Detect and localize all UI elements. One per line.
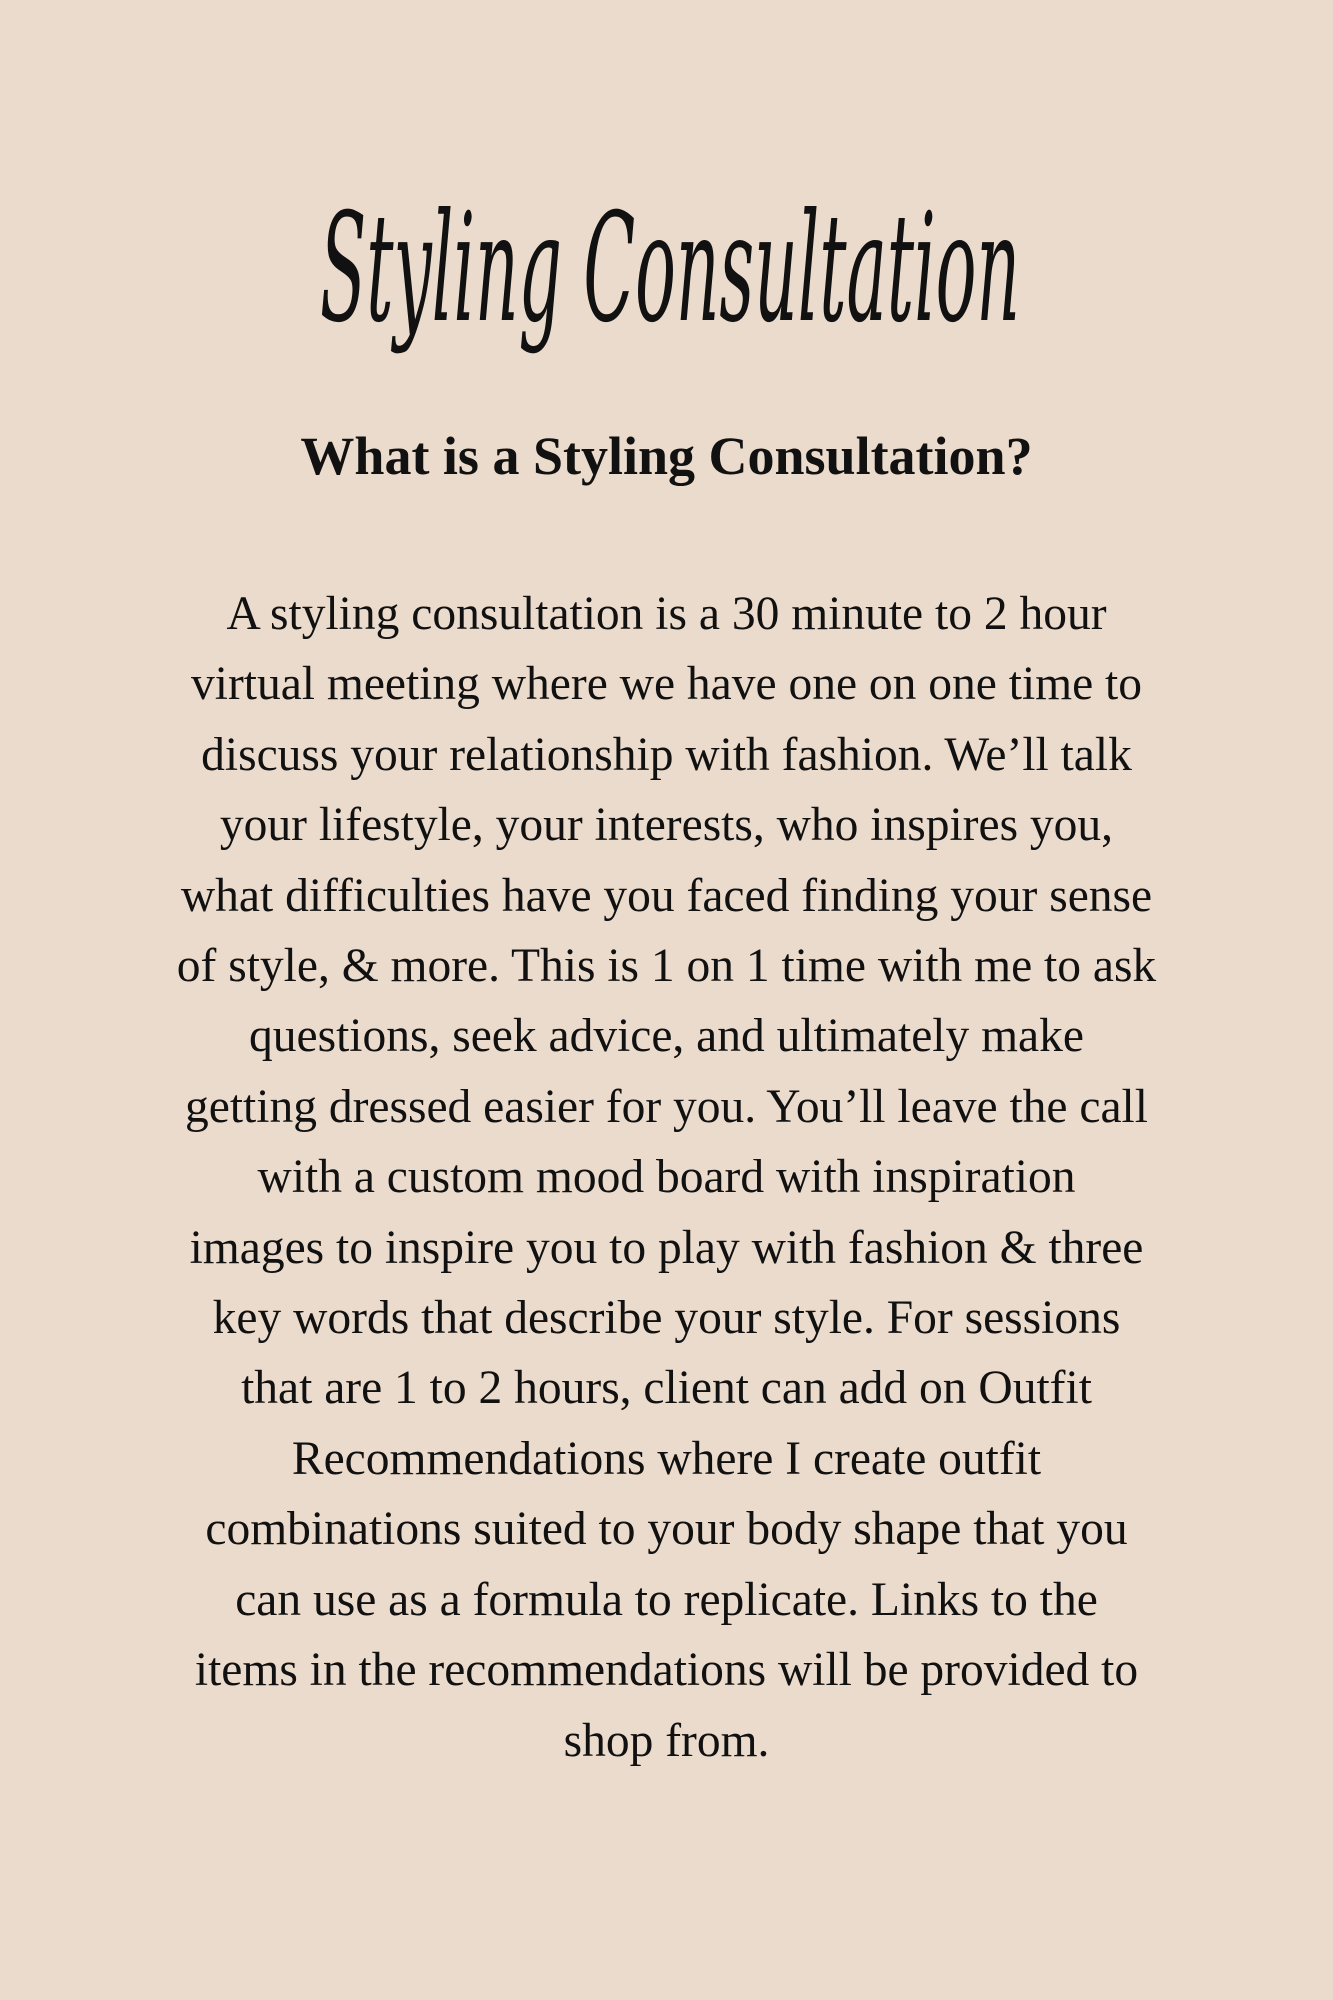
page-subtitle: What is a Styling Consultation? — [300, 426, 1033, 486]
paragraph-line: virtual meeting where we have one on one time to — [191, 658, 1142, 711]
paragraph-line: what difficulties have you faced finding your sense — [180, 869, 1153, 922]
paragraph-line: your lifestyle, your interests, who inspires you, — [219, 799, 1114, 852]
paragraph-line: can use as a formula to replicate. Links to the — [235, 1573, 1098, 1626]
paragraph-line: Recommendations where I create outfit — [291, 1432, 1042, 1485]
paragraph-line: A styling consultation is a 30 minute to 2 hour — [226, 588, 1107, 640]
paragraph-line: combinations suited to your body shape that you — [205, 1503, 1128, 1556]
paragraph-line: shop from. — [563, 1714, 770, 1767]
paragraph-line: images to inspire you to play with fashion & three — [189, 1221, 1144, 1274]
paragraph-line: that are 1 to 2 hours, client can add on Outfit — [241, 1362, 1092, 1415]
script-title-text: Styling Consultation — [320, 182, 1020, 356]
paragraph-line: key words that describe your style. For sessions — [212, 1292, 1121, 1345]
script-title — [300, 170, 1040, 400]
paragraph-line: getting dressed easier for you. You’ll leave the call — [185, 1080, 1148, 1133]
description-paragraph — [116, 579, 1217, 1776]
paragraph-line: with a custom mood board with inspiration — [257, 1151, 1076, 1204]
paragraph-line: questions, seek advice, and ultimately make — [249, 1010, 1084, 1063]
paragraph-line: items in the recommendations will be provided to — [194, 1644, 1139, 1697]
paragraph-line: of style, & more. This is 1 on 1 time with me to ask — [176, 940, 1157, 993]
paragraph-line: discuss your relationship with fashion. We’ll talk — [201, 728, 1132, 781]
